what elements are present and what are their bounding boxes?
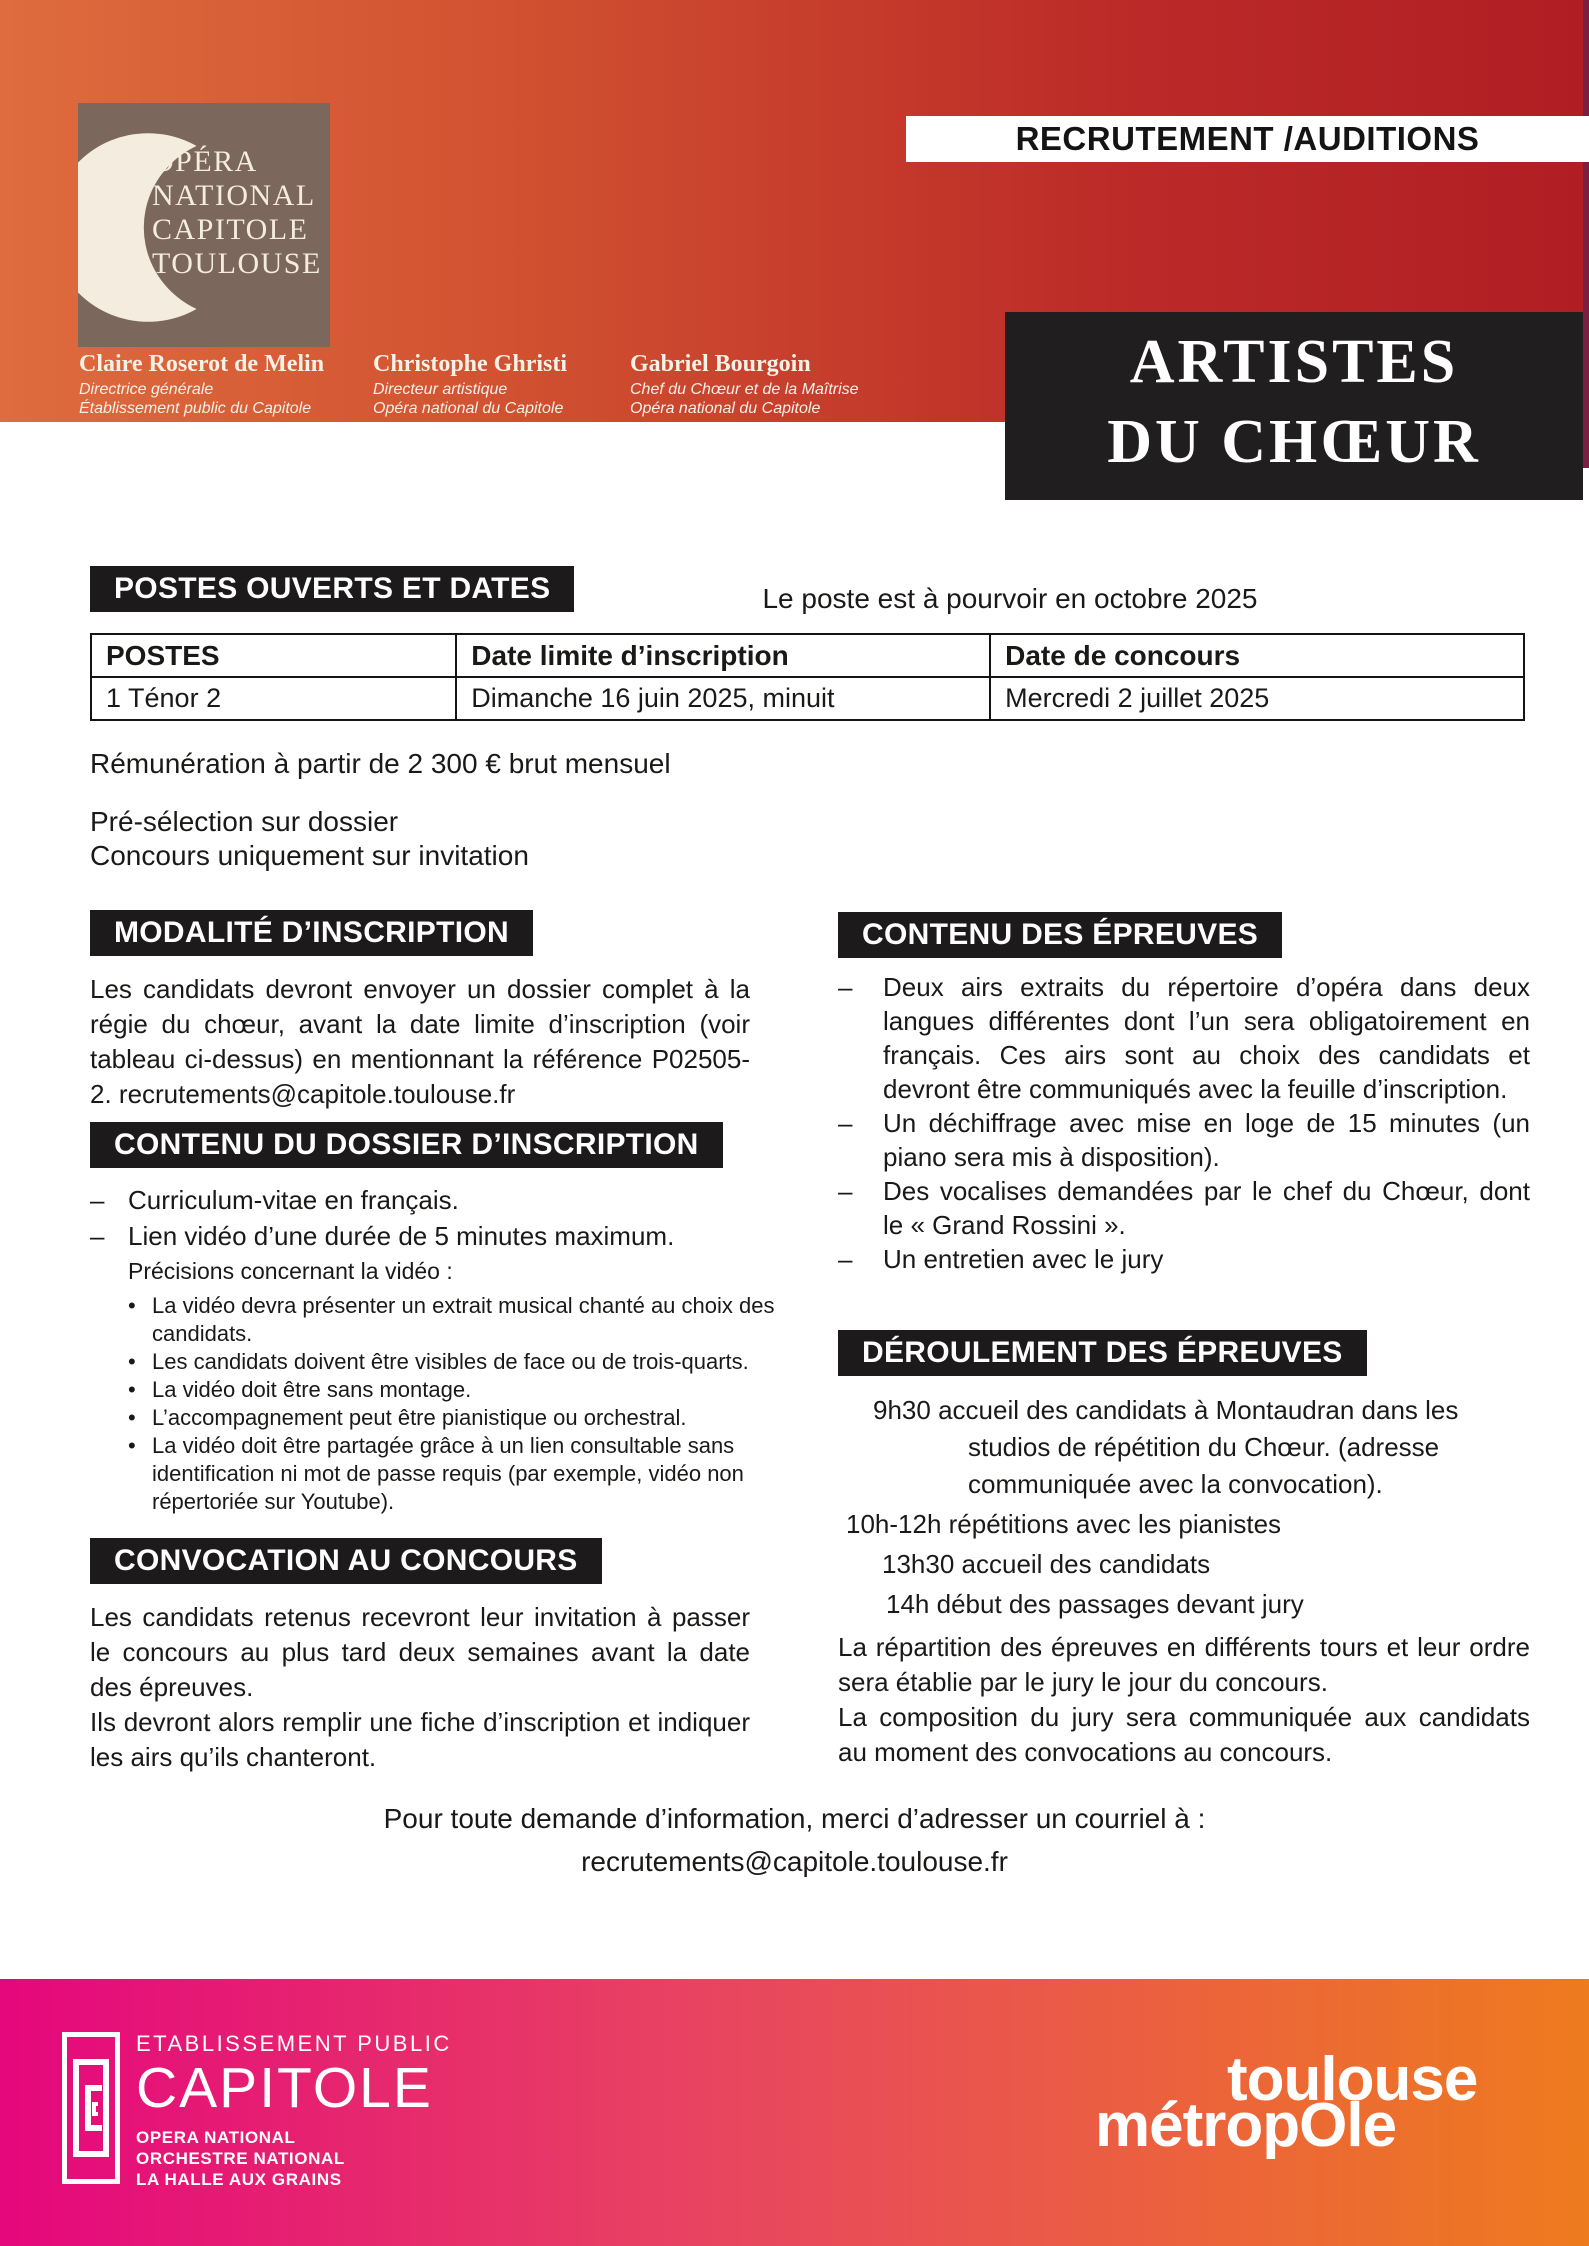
dash-marker: – <box>90 1221 105 1251</box>
bullet-marker: • <box>128 1405 136 1430</box>
section-heading-convocation: CONVOCATION AU CONCOURS <box>90 1538 602 1584</box>
list-item <box>128 1432 776 1516</box>
page-title-line1: ARTISTES <box>1129 328 1459 396</box>
video-point-text: La vidéo doit être sans montage. <box>152 1377 472 1402</box>
jury-paragraphs <box>838 1630 1530 1770</box>
bullet-marker: • <box>128 1433 136 1458</box>
preselection-line: Pré-sélection sur dossier <box>90 806 399 837</box>
person-role: Directeur artistique <box>373 381 508 398</box>
col-header-postes: POSTES <box>91 634 456 677</box>
capitole-sub-line: LA HALLE AUX GRAINS <box>136 2170 342 2189</box>
convocation-paragraphs <box>90 1600 750 1775</box>
section-heading-modalite: MODALITÉ D’INSCRIPTION <box>90 910 533 956</box>
dossier-item-text: Lien vidéo d’une durée de 5 minutes maximum. <box>128 1221 675 1251</box>
list-item <box>128 1292 776 1348</box>
metropole-line1: toulouse <box>1227 2045 1478 2114</box>
bullet-marker: • <box>128 1293 136 1318</box>
page-title-line2: DU CHŒUR <box>1107 408 1481 476</box>
salary-line: Rémunération à partir de 2 300 € brut mensuel <box>90 748 671 779</box>
capitole-name: CAPITOLE <box>136 2056 433 2120</box>
dash-marker: – <box>838 1176 853 1206</box>
section-heading-epreuves: CONTENU DES ÉPREUVES <box>838 912 1282 958</box>
schedule-list <box>838 1392 1530 1623</box>
jury-paragraph-1: La répartition des épreuves en différents tours et leur ordre sera établie par le jury le jour du concours. <box>838 1632 1530 1697</box>
person-role: Chef du Chœur et de la Maîtrise <box>630 381 859 398</box>
precisions-title: Précisions concernant la vidéo : <box>128 1258 453 1284</box>
logo-line: OPÉRA <box>152 145 258 178</box>
page-title <box>1005 312 1583 500</box>
list-item <box>128 1404 776 1432</box>
section-heading-postes: POSTES OUVERTS ET DATES <box>90 566 574 612</box>
dash-marker: – <box>838 972 853 1002</box>
metropole-line2: métropOle <box>1095 2091 1397 2160</box>
contact-line: Pour toute demande d’information, merci d’adresser un courriel à : <box>383 1803 1206 1834</box>
dash-marker: – <box>838 1244 853 1274</box>
jury-paragraph-2: La composition du jury sera communiquée aux candidats au moment des convocations au concours. <box>838 1702 1530 1767</box>
list-item <box>128 1376 776 1404</box>
convocation-paragraph-2: Ils devront alors remplir une fiche d’inscription et indiquer les airs qu’ils chanteront. <box>90 1707 750 1772</box>
recruitment-banner: RECRUTEMENT /AUDITIONS <box>906 116 1589 162</box>
capitole-logo-text <box>136 2031 452 2190</box>
contact-email-link[interactable]: recrutements@capitole.toulouse.fr <box>581 1846 1008 1877</box>
list-item <box>838 1242 1530 1276</box>
video-point-text: La vidéo devra présenter un extrait musical chanté au choix des candidats. <box>152 1293 775 1346</box>
capitole-sub-line: ORCHESTRE NATIONAL <box>136 2149 345 2168</box>
logo-line: CAPITOLE <box>152 213 309 246</box>
epreuve-item-text: Un entretien avec le jury <box>883 1244 1164 1274</box>
col-header-date-limite: Date limite d’inscription <box>456 634 990 677</box>
person-org: Établissement public du Capitole <box>79 400 312 417</box>
toulouse-metropole-logo <box>1095 2045 1535 2160</box>
list-item <box>128 1348 776 1376</box>
logo-line: NATIONAL <box>152 179 316 212</box>
person-org: Opéra national du Capitole <box>373 400 564 417</box>
person-role: Directrice générale <box>79 381 214 398</box>
capitole-sub-line: OPERA NATIONAL <box>136 2128 296 2147</box>
schedule-item: 14h début des passages devant jury <box>886 1589 1304 1619</box>
bullet-marker: • <box>128 1349 136 1374</box>
video-point-text: La vidéo doit être partagée grâce à un lien consultable sans identification ni mot de passe requis (par exemple, vidéo non répertoriée sur Youtube). <box>152 1433 744 1514</box>
section-heading-deroulement: DÉROULEMENT DES ÉPREUVES <box>838 1330 1367 1376</box>
epreuve-item-text: Deux airs extraits du répertoire d’opéra dans deux langues différentes dont l’un sera obligatoirement en français. Ces airs sont au choix des candidats et devront être communiqués avec la feuille d’inscription. <box>883 972 1530 1104</box>
table-row <box>91 677 1524 720</box>
person-name: Claire Roserot de Melin <box>79 351 325 377</box>
schedule-item: 10h-12h répétitions avec les pianistes <box>846 1509 1282 1539</box>
right-edge-strip <box>1583 0 1589 468</box>
person-name: Christophe Ghristi <box>373 351 568 377</box>
bullet-marker: • <box>128 1377 136 1402</box>
logo-line: TOULOUSE <box>152 247 322 280</box>
video-point-text: Les candidats doivent être visibles de face ou de trois-quarts. <box>152 1349 749 1374</box>
posts-table-header-row <box>91 634 1524 677</box>
posts-table <box>90 633 1525 721</box>
contact-block <box>0 1797 1589 1883</box>
list-item <box>838 970 1530 1106</box>
schedule-item: 9h30 accueil des candidats à Montaudran dans les studios de répétition du Chœur. (adresse communiquée avec la convocation). <box>873 1395 1459 1499</box>
person-chef-choeur <box>630 351 930 418</box>
epreuve-item-text: Un déchiffrage avec mise en loge de 15 minutes (un piano sera mis à disposition). <box>883 1108 1530 1172</box>
invitation-line: Concours uniquement sur invitation <box>90 840 529 871</box>
epreuves-list <box>838 970 1530 1276</box>
opera-logo-text <box>152 145 322 281</box>
dash-marker: – <box>90 1185 105 1215</box>
video-points-list <box>128 1292 776 1516</box>
dossier-item-text: Curriculum-vitae en français. <box>128 1185 459 1215</box>
video-point-text: L’accompagnement peut être pianistique ou orchestral. <box>152 1405 687 1430</box>
capitole-logo-icon <box>62 2032 120 2184</box>
list-item <box>838 1106 1530 1174</box>
capitole-top-line: ETABLISSEMENT PUBLIC <box>136 2031 452 2056</box>
preselection-lines <box>90 805 529 873</box>
capitole-sub-lines <box>136 2127 452 2190</box>
person-org: Opéra national du Capitole <box>630 400 821 417</box>
modalite-paragraph: Les candidats devront envoyer un dossier complet à la régie du chœur, avant la date limite d’inscription (voir tableau ci-dessus) en mentionnant la référence P02505-2. recrutements@capitole.toulouse.fr <box>90 974 750 1109</box>
list-item <box>90 1182 755 1218</box>
person-name: Gabriel Bourgoin <box>630 351 811 377</box>
cell-date-concours: Mercredi 2 juillet 2025 <box>990 677 1524 720</box>
list-item <box>90 1218 755 1254</box>
section-heading-dossier: CONTENU DU DOSSIER D’INSCRIPTION <box>90 1122 723 1168</box>
col-header-date-concours: Date de concours <box>990 634 1524 677</box>
opera-logo <box>78 103 330 347</box>
person-directrice <box>79 351 379 418</box>
footer-band <box>0 1979 1589 2246</box>
cell-date-limite: Dimanche 16 juin 2025, minuit <box>456 677 990 720</box>
schedule-item: 13h30 accueil des candidats <box>882 1549 1211 1579</box>
person-directeur-artistique <box>373 351 673 418</box>
list-item <box>838 1174 1530 1242</box>
availability-note: Le poste est à pourvoir en octobre 2025 <box>762 583 1258 614</box>
epreuve-item-text: Des vocalises demandées par le chef du Chœur, dont le « Grand Rossini ». <box>883 1176 1530 1240</box>
dossier-list <box>90 1182 755 1254</box>
cell-poste: 1 Ténor 2 <box>91 677 456 720</box>
dash-marker: – <box>838 1108 853 1138</box>
convocation-paragraph-1: Les candidats retenus recevront leur invitation à passer le concours au plus tard deux semaines avant la date des épreuves. <box>90 1602 750 1702</box>
